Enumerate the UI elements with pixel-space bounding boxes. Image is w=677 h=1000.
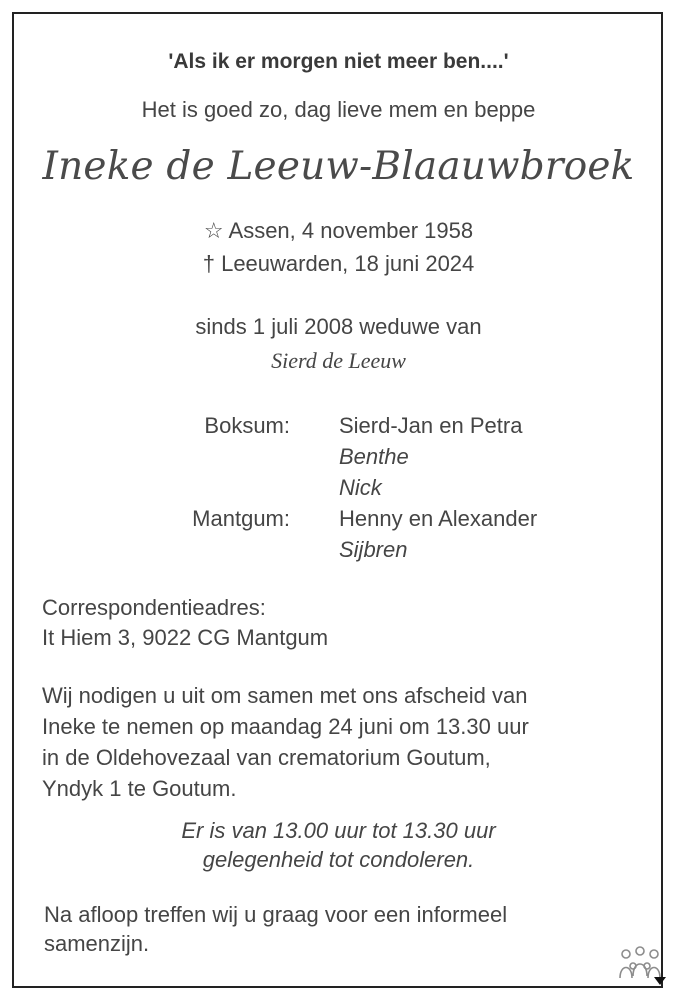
family-place-boksum: Boksum: xyxy=(204,413,290,438)
family-member: Benthe xyxy=(339,444,409,469)
family-logo-icon[interactable] xyxy=(616,944,668,988)
subtitle: Het is goed zo, dag lieve mem en beppe xyxy=(141,97,536,122)
birth-text: Assen, 4 november 1958 xyxy=(228,218,474,243)
invitation-line: in de Oldehovezaal van crematorium Goutum, xyxy=(42,745,491,770)
correspondence-label: Correspondentieadres: xyxy=(42,595,266,620)
family-member: Sijbren xyxy=(339,537,408,562)
cross-icon: † xyxy=(202,251,215,276)
family-place-mantgum: Mantgum: xyxy=(192,506,290,531)
family-member: Nick xyxy=(339,475,382,500)
widow-text: sinds 1 juli 2008 weduwe van xyxy=(195,314,482,339)
deceased-name: Ineke de Leeuw-Blaauwbroek xyxy=(42,144,635,189)
family-member: Henny en Alexander xyxy=(339,506,538,531)
closing-line: Na afloop treffen wij u graag voor een informeel xyxy=(44,902,508,927)
closing-line: samenzijn. xyxy=(44,931,150,956)
closing-paragraph xyxy=(44,900,507,958)
birth-line xyxy=(0,218,677,244)
condolence-line: Er is van 13.00 uur tot 13.30 uur xyxy=(181,818,496,843)
invitation-line: Wij nodigen u uit om samen met ons afscheid van xyxy=(42,683,528,708)
condolence-block xyxy=(0,816,677,874)
invitation-paragraph xyxy=(42,680,529,804)
death-line xyxy=(0,251,677,277)
opening-quote: 'Als ik er morgen niet meer ben....' xyxy=(168,50,509,73)
death-text: Leeuwarden, 18 juni 2024 xyxy=(221,251,475,276)
spouse-name: Sierd de Leeuw xyxy=(271,348,406,373)
down-arrow-icon xyxy=(654,977,666,985)
correspondence-address: It Hiem 3, 9022 CG Mantgum xyxy=(42,625,329,650)
invitation-line: Yndyk 1 te Goutum. xyxy=(42,776,237,801)
star-icon: ☆ xyxy=(203,218,224,243)
family-member: Sierd-Jan en Petra xyxy=(339,413,523,438)
invitation-line: Ineke te nemen op maandag 24 juni om 13.30 uur xyxy=(42,714,529,739)
condolence-line: gelegenheid tot condoleren. xyxy=(202,847,475,872)
